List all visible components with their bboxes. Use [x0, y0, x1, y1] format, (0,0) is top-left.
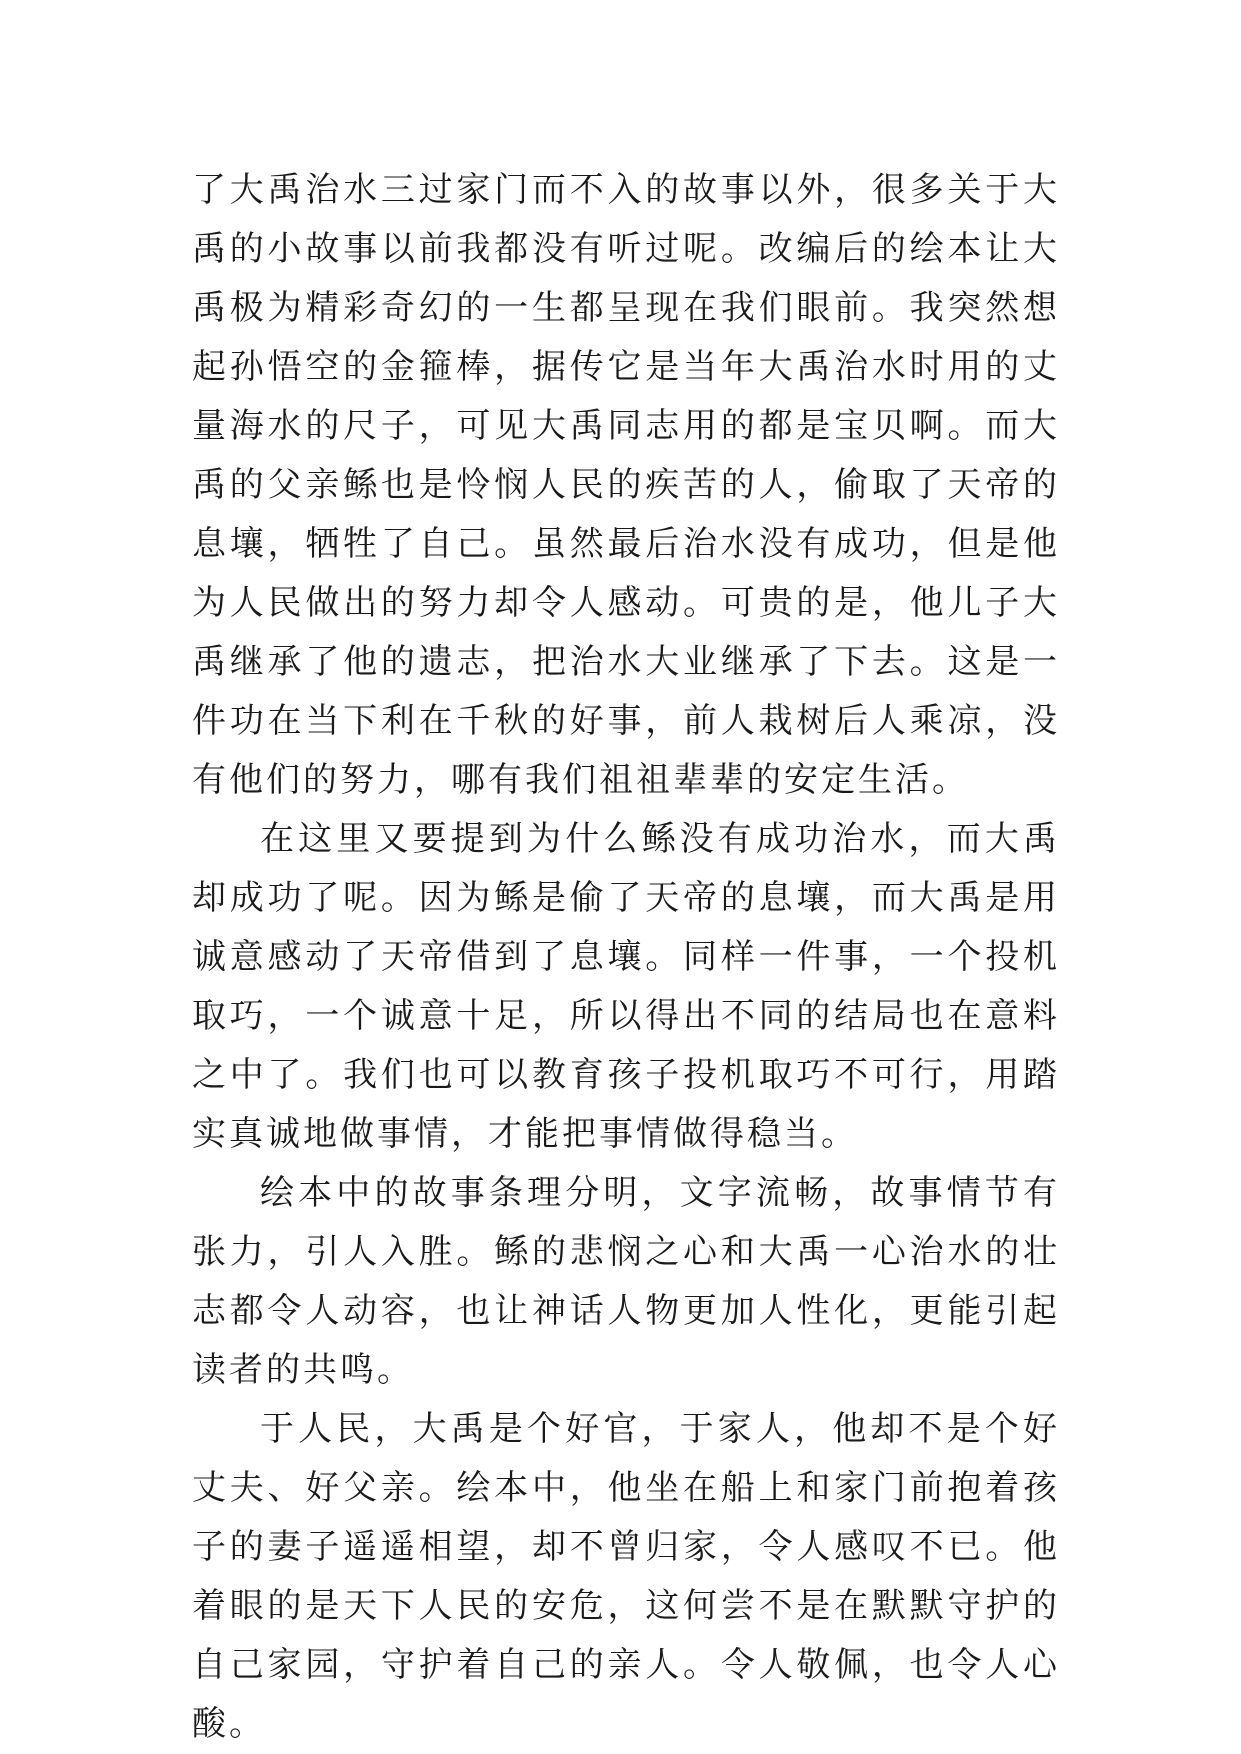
paragraph: 绘本中的故事条理分明，文字流畅，故事情节有张力，引人入胜。鲧的悲悯之心和大禹一心治水的壮志都令人动容，也让神话人物更加人性化，更能引起读者的共鸣。 — [192, 1173, 1060, 1390]
paragraph: 于人民，大禹是个好官，于家人，他却不是个好丈夫、好父亲。绘本中，他坐在船上和家门前抱着孩子的妻子遥遥相望，却不曾归家，令人感叹不已。他着眼的是天下人民的安危，这何尝不是在默默守护的自己家园，守护着自己的亲人。令人敬佩，也令人心酸。 — [192, 1409, 1060, 1744]
essay-body — [192, 161, 1060, 1754]
paragraph-continued: 了大禹治水三过家门而不入的故事以外，很多关于大禹的小故事以前我都没有听过呢。改编后的绘本让大禹极为精彩奇幻的一生都呈现在我们眼前。我突然想起孙悟空的金箍棒，据传它是当年大禹治水时用的丈量海水的尺子，可见大禹同志用的都是宝贝啊。而大禹的父亲鲧也是怜悯人民的疾苦的人，偷取了天帝的息壤，牺牲了自己。虽然最后治水没有成功，但是他为人民做出的努力却令人感动。可贵的是，他儿子大禹继承了他的遗志，把治水大业继承了下去。这是一件功在当下利在千秋的好事，前人栽树后人乘凉，没有他们的努力，哪有我们祖祖辈辈的安定生活。 — [192, 170, 1060, 800]
paragraph: 在这里又要提到为什么鲧没有成功治水，而大禹却成功了呢。因为鲧是偷了天帝的息壤，而大禹是用诚意感动了天帝借到了息壤。同样一件事，一个投机取巧，一个诚意十足，所以得出不同的结局也在意料之中了。我们也可以教育孩子投机取巧不可行，用踏实真诚地做事情，才能把事情做得稳当。 — [192, 819, 1060, 1154]
